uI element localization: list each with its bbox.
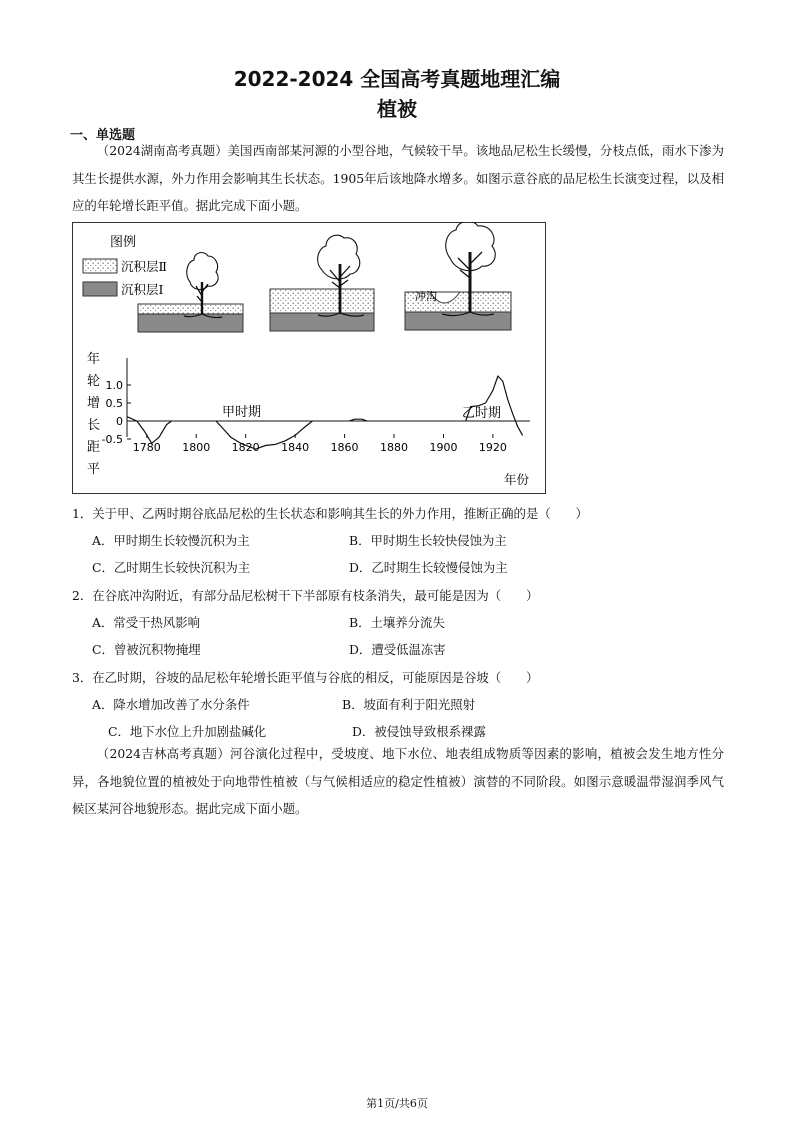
x-tick-label: 1840 — [281, 441, 310, 454]
legend-label-layer2: 沉积层Ⅱ — [121, 259, 167, 274]
legend-swatch-dotted — [83, 259, 117, 273]
svg-text:轮: 轮 — [87, 374, 101, 389]
question-1-option-c[interactable]: C．乙时期生长较快沉积为主 — [92, 560, 251, 575]
legend-swatch-gray — [83, 282, 117, 296]
question-2-option-a[interactable]: A．常受干热风影响 — [92, 615, 201, 630]
svg-text:增: 增 — [87, 396, 101, 411]
document-subtitle: 植被 — [377, 97, 417, 121]
passage-2: （2024吉林高考真题）河谷演化过程中，受坡度、地下水位、地表组成物质等因素的影响，植被会发生地方性分异，各地貌位置的植被处于向地带性植被（与气候相适应的稳定性植被）演替的不同阶段。如图示意暖温带湿润季风气候区某河谷地貌形态。据此完成下面小题。 — [72, 746, 724, 816]
svg-text:长: 长 — [87, 418, 101, 433]
question-1-option-a[interactable]: A．甲时期生长较慢沉积为主 — [92, 533, 250, 548]
x-tick-label: 1900 — [429, 441, 458, 454]
gully-label: 冲沟 — [415, 290, 437, 303]
question-3-option-b[interactable]: B．坡面有利于阳光照射 — [342, 697, 476, 712]
figure-tree-growth — [72, 222, 546, 494]
figure-svg — [72, 222, 546, 494]
annotation-yi: 乙时期 — [462, 406, 502, 421]
question-3-option-c[interactable]: C．地下水位上升加剧盐碱化 — [108, 724, 267, 739]
svg-text:距: 距 — [87, 440, 101, 455]
y-tick-label: 1.0 — [105, 379, 123, 392]
question-1-option-d[interactable]: D．乙时期生长较慢侵蚀为主 — [349, 560, 508, 575]
x-tick-label: 1880 — [380, 441, 409, 454]
question-2-option-b[interactable]: B．土壤养分流失 — [349, 615, 445, 630]
legend-label-layer1: 沉积层Ⅰ — [121, 282, 164, 297]
svg-text:年: 年 — [87, 352, 101, 367]
question-3-stem: 3．在乙时期，谷坡的品尼松年轮增长距平值与谷底的相反，可能原因是谷坡（ ） — [72, 670, 539, 685]
question-2-stem: 2．在谷底冲沟附近，有部分品尼松树干下半部原有枝条消失，最可能是因为（ ） — [72, 588, 539, 603]
question-1-option-b[interactable]: B．甲时期生长较快侵蚀为主 — [349, 533, 507, 548]
question-1-stem: 1．关于甲、乙两时期谷底品尼松的生长状态和影响其生长的外力作用，推断正确的是（ ） — [72, 506, 588, 521]
question-3-option-d[interactable]: D．被侵蚀导致根系裸露 — [352, 724, 486, 739]
question-2-option-c[interactable]: C．曾被沉积物掩埋 — [92, 642, 201, 657]
question-3-option-a[interactable]: A．降水增加改善了水分条件 — [92, 697, 250, 712]
svg-text:平: 平 — [87, 462, 101, 477]
section-heading: 一、单选题 — [70, 128, 136, 143]
x-tick-label: 1800 — [182, 441, 211, 454]
annotation-jia: 甲时期 — [222, 405, 262, 420]
question-2-option-d[interactable]: D．遭受低温冻害 — [349, 642, 446, 657]
document-title: 2022-2024 全国高考真题地理汇编 — [233, 67, 561, 91]
x-tick-label: 1860 — [330, 441, 359, 454]
y-tick-label: 0.5 — [105, 397, 123, 410]
x-tick-label: 1780 — [132, 441, 161, 454]
y-tick-label: 0 — [116, 415, 123, 428]
x-axis-title: 年份 — [504, 472, 530, 487]
legend-title: 图例 — [110, 235, 137, 250]
x-tick-label: 1820 — [231, 441, 260, 454]
page-footer: 第1页/共6页 — [366, 1097, 428, 1110]
passage-1: （2024湖南高考真题）美国西南部某河源的小型谷地，气候较干旱。该地品尼松生长缓慢，分枝点低，雨水下渗为其生长提供水源，外力作用会影响其生长状态。1905年后该地降水增多。如图示意谷底的品尼松生长演变过程，以及相应的年轮增长距平值。据此完成下面小题。 — [72, 143, 724, 213]
y-tick-label: -0.5 — [101, 433, 123, 446]
x-tick-label: 1920 — [478, 441, 507, 454]
